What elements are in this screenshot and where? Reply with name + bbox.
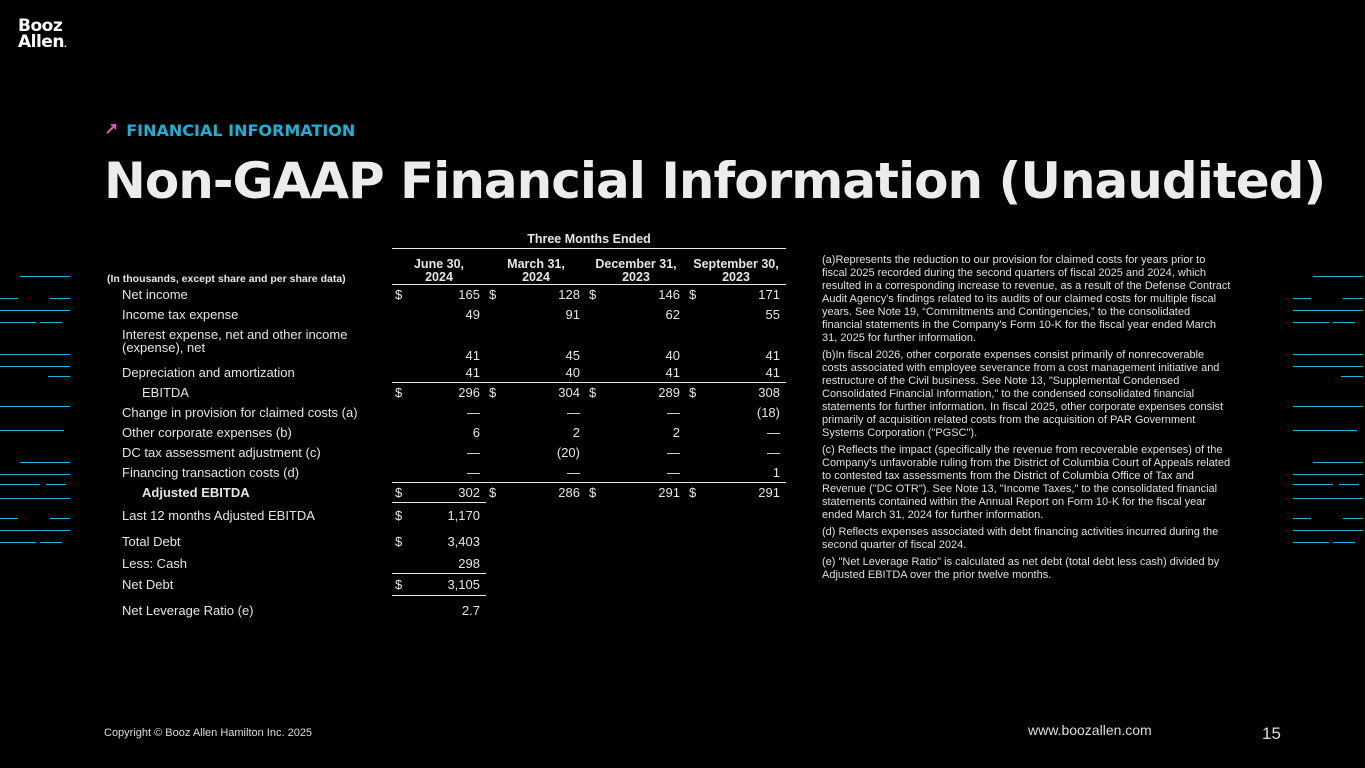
row-label: Net income bbox=[122, 287, 188, 302]
table-row bbox=[104, 443, 786, 463]
logo-line-2: Allen bbox=[18, 32, 64, 52]
dollar-sign bbox=[486, 305, 500, 325]
column-header: March 31, 2024 bbox=[486, 249, 586, 285]
cell-value: 2 bbox=[572, 425, 580, 440]
dollar-sign bbox=[586, 363, 600, 383]
cell-value: (18) bbox=[756, 405, 780, 420]
dollar-sign bbox=[586, 403, 600, 423]
booz-allen-logo bbox=[18, 18, 67, 53]
cell-value: — bbox=[767, 425, 780, 440]
cell-value: 55 bbox=[765, 307, 780, 322]
cell-value: 2 bbox=[672, 425, 680, 440]
dollar-sign bbox=[486, 363, 500, 383]
dollar-sign bbox=[392, 555, 406, 574]
footnote: (a)Represents the reduction to our provision for claimed costs for years prior to fiscal 2025 recorded during the second quarters of fiscal 2025 and 2024, which resulted in a corresponding increase to revenue, as a result of the Defense Contract Audit Agency's findings related to its audits of our claimed costs for multiple fiscal years. See Note 19, “Commitments and Contingencies,” to the consolidated financial statements in the Company's Form 10-K for the fiscal year ended March 31, 2025 for further information. bbox=[822, 254, 1231, 344]
dollar-sign bbox=[486, 443, 500, 463]
summary-value: 3,105 bbox=[406, 573, 486, 595]
dollar-sign bbox=[392, 443, 406, 463]
column-header: September 30, 2023 bbox=[686, 249, 786, 285]
summary-label: Less: Cash bbox=[122, 556, 188, 572]
section-kicker bbox=[104, 120, 355, 140]
dollar-sign bbox=[586, 325, 600, 363]
dollar-sign: $ bbox=[686, 383, 700, 403]
cell-value: — bbox=[767, 445, 780, 460]
summary-value: 1,170 bbox=[406, 503, 486, 529]
cell-value: — bbox=[667, 464, 680, 480]
dollar-sign bbox=[686, 305, 700, 325]
table-row bbox=[104, 403, 786, 423]
cell-value: 40 bbox=[665, 347, 680, 363]
dollar-sign bbox=[392, 595, 406, 625]
dollar-sign bbox=[392, 363, 406, 383]
cell-value: 308 bbox=[700, 383, 786, 403]
cell-value: — bbox=[567, 464, 580, 480]
row-label: Income tax expense bbox=[122, 307, 239, 322]
left-decorative-lines bbox=[0, 270, 80, 550]
dollar-sign: $ bbox=[392, 503, 406, 529]
dollar-sign bbox=[392, 463, 406, 483]
dollar-sign: $ bbox=[395, 534, 403, 549]
units-note: (In thousands, except share and per share data) bbox=[107, 272, 346, 285]
cell-value: 6 bbox=[472, 425, 480, 440]
summary-value: 298 bbox=[458, 556, 480, 571]
copyright: Copyright © Booz Allen Hamilton Inc. 2025 bbox=[104, 727, 313, 739]
cell-value: 41 bbox=[765, 347, 780, 363]
summary-row bbox=[104, 529, 786, 555]
table-row bbox=[104, 363, 786, 383]
dollar-sign: $ bbox=[486, 383, 500, 403]
website-link[interactable]: www.boozallen.com bbox=[1028, 722, 1152, 738]
dollar-sign: $ bbox=[395, 287, 403, 303]
footnote: (c) Reflects the impact (specifically the revenue from recoverable expenses) of the Company's unfavorable ruling from the District of Columbia Court of Appeals related to contested tax assessments from the District of Columbia Office of Tax and Revenue ("DC OTR"). See Note 13, "Income Taxes," to the consolidated financial statements contained within the Annual Report on Form 10-K for the fiscal year ended March 31, 2024 for further information. bbox=[822, 444, 1231, 521]
dollar-sign bbox=[486, 403, 500, 423]
dollar-sign bbox=[686, 403, 700, 423]
table-row bbox=[104, 325, 786, 363]
dollar-sign: $ bbox=[392, 483, 406, 503]
table-row bbox=[104, 285, 786, 305]
summary-label: Net Debt bbox=[122, 576, 174, 592]
cell-value: 291 bbox=[700, 483, 786, 503]
cell-value: 41 bbox=[465, 364, 480, 380]
cell-value: 165 bbox=[458, 287, 480, 303]
cell-value: 41 bbox=[765, 364, 780, 380]
dollar-sign bbox=[586, 305, 600, 325]
cell-value: 296 bbox=[406, 383, 486, 403]
cell-value: 289 bbox=[600, 383, 686, 403]
dollar-sign bbox=[392, 325, 406, 363]
dollar-sign bbox=[586, 463, 600, 483]
period-header: Three Months Ended bbox=[392, 230, 786, 249]
logo-dot: . bbox=[63, 40, 67, 49]
table-row bbox=[104, 423, 786, 443]
cell-value: 302 bbox=[406, 483, 486, 503]
cell-value: — bbox=[467, 445, 480, 460]
dollar-sign bbox=[586, 443, 600, 463]
cell-value: — bbox=[667, 445, 680, 460]
row-label: Other corporate expenses (b) bbox=[122, 425, 292, 440]
row-label: DC tax assessment adjustment (c) bbox=[122, 445, 321, 460]
cell-value: 62 bbox=[665, 307, 680, 322]
cell-value: — bbox=[467, 464, 480, 480]
cell-value: 49 bbox=[465, 307, 480, 322]
dollar-sign bbox=[686, 325, 700, 363]
section-label: FINANCIAL INFORMATION bbox=[126, 120, 356, 140]
footnote: (d) Reflects expenses associated with debt financing activities incurred during the second quarter of fiscal 2024. bbox=[822, 526, 1219, 551]
footnote: (b)In fiscal 2026, other corporate expenses consist primarily of nonrecoverable costs associated with employee severance from a cost management initiative and restructure of the Civil business. See Note 13, "Supplemental Condensed Consolidated Financial Information," to the condensed consolidated financial statements for further information. In fiscal 2025, other corporate expenses consist primarily of acquisition related costs from the acquisition of PAR Government Systems Corporation ("PGSC"). bbox=[822, 349, 1224, 439]
right-decorative-lines bbox=[1293, 270, 1365, 550]
table-row bbox=[104, 383, 786, 403]
cell-value: 91 bbox=[565, 307, 580, 322]
dollar-sign: $ bbox=[589, 287, 597, 303]
dollar-sign bbox=[392, 423, 406, 443]
dollar-sign: $ bbox=[486, 483, 500, 503]
row-label: Change in provision for claimed costs (a) bbox=[122, 405, 358, 420]
dollar-sign bbox=[486, 423, 500, 443]
cell-value: 146 bbox=[658, 287, 680, 303]
row-label: EBITDA bbox=[142, 385, 189, 400]
column-header: June 30, 2024 bbox=[392, 249, 486, 285]
summary-value: 3,403 bbox=[447, 534, 480, 549]
summary-row bbox=[104, 595, 786, 625]
summary-row bbox=[104, 573, 786, 595]
cell-value: 291 bbox=[600, 483, 686, 503]
cell-value: 171 bbox=[758, 287, 780, 303]
period-header-row bbox=[104, 230, 786, 249]
cell-value: — bbox=[467, 405, 480, 420]
summary-row bbox=[104, 503, 786, 529]
dollar-sign: $ bbox=[489, 287, 497, 303]
page-title: Non-GAAP Financial Information (Unaudited) bbox=[104, 152, 1326, 210]
page-number: 15 bbox=[1262, 724, 1281, 743]
cell-value: 41 bbox=[665, 364, 680, 380]
non-gaap-table bbox=[104, 230, 786, 625]
footnote: (e) "Net Leverage Ratio" is calculated as net debt (total debt less cash) divided by Adjusted EBITDA over the prior twelve months. bbox=[822, 556, 1220, 581]
cell-value: 128 bbox=[558, 287, 580, 303]
cell-value: 304 bbox=[500, 383, 586, 403]
summary-label: Total Debt bbox=[122, 534, 181, 549]
summary-row bbox=[104, 555, 786, 574]
cell-value: 45 bbox=[565, 347, 580, 363]
cell-value: 1 bbox=[772, 464, 780, 480]
dollar-sign bbox=[586, 423, 600, 443]
table-row bbox=[104, 483, 786, 503]
row-label: Interest expense, net and other income (expense), net bbox=[122, 326, 348, 355]
cell-value: 40 bbox=[565, 364, 580, 380]
dollar-sign bbox=[686, 423, 700, 443]
summary-value: 2.7 bbox=[406, 595, 486, 625]
column-header-row bbox=[104, 249, 786, 285]
dollar-sign: $ bbox=[586, 383, 600, 403]
cell-value: — bbox=[667, 405, 680, 420]
logo-line-1: Booz bbox=[18, 16, 63, 36]
dollar-sign bbox=[392, 305, 406, 325]
dollar-sign: $ bbox=[392, 383, 406, 403]
cell-value: 41 bbox=[465, 347, 480, 363]
row-label: Financing transaction costs (d) bbox=[122, 465, 300, 480]
dollar-sign bbox=[486, 463, 500, 483]
dollar-sign: $ bbox=[392, 573, 406, 595]
dollar-sign bbox=[486, 325, 500, 363]
cell-value: — bbox=[567, 405, 580, 420]
dollar-sign: $ bbox=[586, 483, 600, 503]
footnotes bbox=[822, 254, 1232, 586]
table-row bbox=[104, 305, 786, 325]
cell-value: 286 bbox=[500, 483, 586, 503]
row-label: Depreciation and amortization bbox=[122, 365, 295, 380]
summary-label: Last 12 months Adjusted EBITDA bbox=[122, 508, 315, 523]
cell-value: (20) bbox=[556, 445, 580, 460]
arrow-up-right-icon: ↗ bbox=[104, 120, 119, 140]
dollar-sign: $ bbox=[686, 483, 700, 503]
summary-label: Net Leverage Ratio (e) bbox=[122, 602, 254, 618]
dollar-sign bbox=[686, 463, 700, 483]
table-row bbox=[104, 463, 786, 483]
row-label: Adjusted EBITDA bbox=[142, 485, 250, 500]
dollar-sign: $ bbox=[689, 287, 697, 303]
dollar-sign bbox=[392, 403, 406, 423]
dollar-sign bbox=[686, 443, 700, 463]
dollar-sign bbox=[686, 363, 700, 383]
column-header: December 31, 2023 bbox=[586, 249, 686, 285]
